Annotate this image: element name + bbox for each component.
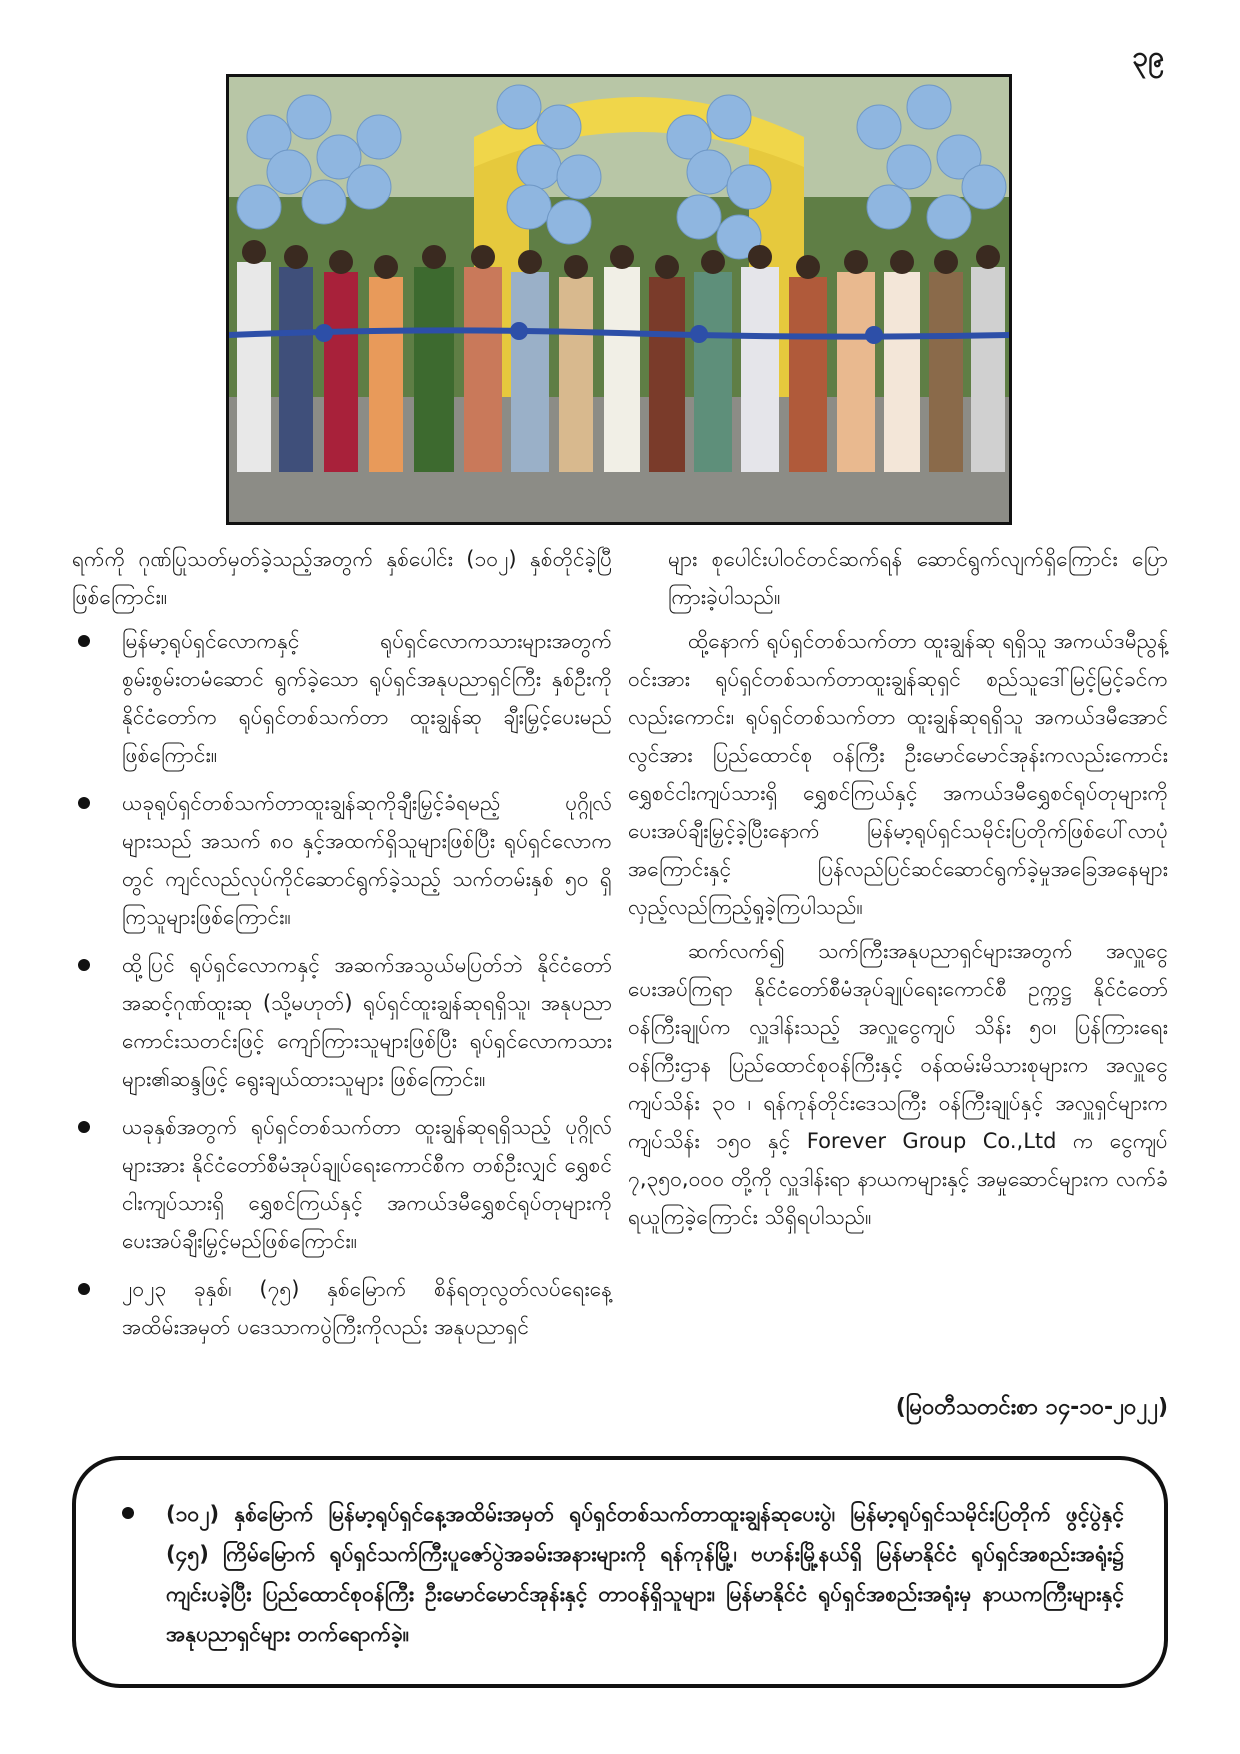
bullet-icon (78, 1121, 90, 1133)
group-of-people (237, 240, 1005, 472)
source-credit: (မြဝတီသတင်းစာ ၁၄-၁၀-၂၀၂၂) (895, 1395, 1168, 1420)
right-column (628, 540, 1168, 1242)
ribbon-cutting-photo (226, 74, 1012, 525)
summary-item: (၁၀၂) နှစ်မြောက် မြန်မာ့ရုပ်ရှင်နေ့အထိမ်းအမှတ် ရုပ်ရှင်တစ်သက်တာထူးချွန်ဆုပေးပွဲ၊ မြန်မာ့ရုပ်ရှင်သမိုင်းပြတိုက် ဖွင့်ပွဲနှင့် (၄၅) ကြိမ်မြောက် ရုပ်ရှင်သက်ကြီးပူဇော်ပွဲအခမ်းအနားများကို ရန်ကုန်မြို့၊ ဗဟန်းမြို့နယ်ရှိ မြန်မာနိုင်ငံ ရုပ်ရှင်အစည်းအရုံး၌ ကျင်းပခဲ့ပြီး ပြည်ထောင်စုဝန်ကြီး ဦးမောင်မောင်အုန်းနှင့် တာဝန်ရှိသူများ၊ မြန်မာနိုင်ငံ ရုပ်ရှင်အစည်းအရုံးမှ နာယကကြီးများနှင့် အနုပညာရှင်များ တက်ရောက်ခဲ့။ (116, 1494, 1124, 1654)
photo-illustration (229, 77, 1009, 522)
list-item: မြန်မာ့ရုပ်ရှင်လောကနှင့် ရုပ်ရှင်လောကသားများအတွက် စွမ်းစွမ်းတမံဆောင် ရွက်ခဲ့သော ရုပ်ရှင်အနုပညာရှင်ကြီး နှစ်ဦးကို နိုင်ငံတော်က ရုပ်ရှင်တစ်သက်တာ ထူးချွန်ဆု ချီးမြှင့်ပေးမည်ဖြစ်ကြောင်း။ (72, 622, 612, 774)
list-item: ယခုနှစ်အတွက် ရုပ်ရှင်တစ်သက်တာ ထူးချွန်ဆုရရှိသည့် ပုဂ္ဂိုလ်များအား နိုင်ငံတော်စီမံအုပ်ချုပ်ရေးကောင်စီက တစ်ဦးလျှင် ရွှေစင်ငါးကျပ်သားရှိ ရွှေစင်ကြယ်နှင့် အကယ်ဒမီရွှေစင်ရုပ်တုများကို ပေးအပ်ချီးမြှင့်မည်ဖြစ်ကြောင်း။ (72, 1108, 612, 1260)
bullet-icon (78, 797, 90, 809)
bullet-icon (78, 635, 90, 647)
right-paragraph-1: ထို့နောက် ရုပ်ရှင်တစ်သက်တာ ထူးချွန်ဆု ရရှိသူ အကယ်ဒမီညွန့်ဝင်းအား ရုပ်ရှင်တစ်သက်တာထူးချွန်ဆုရှင် စည်သူဒေါ်မြင့်မြင့်ခင်ကလည်းကောင်း၊ ရုပ်ရှင်တစ်သက်တာ ထူးချွန်ဆုရရှိသူ အကယ်ဒမီအောင်လွင်အား ပြည်ထောင်စု ဝန်ကြီး ဦးမောင်မောင်အုန်းကလည်းကောင်း ရွှေစင်ငါးကျပ်သားရှိ ရွှေစင်ကြယ်နှင့် အကယ်ဒမီရွှေစင်ရုပ်တုများကို ပေးအပ်ချီးမြှင့်ခဲ့ပြီးနောက် မြန်မာ့ရုပ်ရှင်သမိုင်းပြတိုက်ဖြစ်ပေါ်လာပုံ အကြောင်းနှင့် ပြန်လည်ပြင်ဆင်ဆောင်ရွက်ခဲ့မှုအခြေအနေများ လှည့်လည်ကြည့်ရှုခဲ့ကြပါသည်။ (628, 629, 1168, 919)
bullet-icon (78, 959, 90, 971)
left-intro-paragraph: ရက်ကို ဂုဏ်ပြုသတ်မှတ်ခဲ့သည့်အတွက် နှစ်ပေါင်း (၁၀၂) နှစ်တိုင်ခဲ့ပြီဖြစ်ကြောင်း။ (72, 547, 612, 609)
bullet-icon (122, 1507, 134, 1519)
right-continuation-paragraph: များ စုပေါင်းပါဝင်တင်ဆက်ရန် ဆောင်ရွက်လျက်ရှိကြောင်း ပြောကြားခဲ့ပါသည်။ (668, 547, 1168, 609)
right-paragraph-2: ဆက်လက်၍ သက်ကြီးအနုပညာရှင်များအတွက် အလှူငွေပေးအပ်ကြရာ နိုင်ငံတော်စီမံအုပ်ချုပ်ရေးကောင်စီ ဥက္ကဋ္ဌ နိုင်ငံတော်ဝန်ကြီးချုပ်က လှူဒါန်းသည့် အလှူငွေကျပ် သိန်း ၅၀၊ ပြန်ကြားရေးဝန်ကြီးဌာန ပြည်ထောင်စုဝန်ကြီးနှင့် ဝန်ထမ်းမိသားစုများက အလှူငွေကျပ်သိန်း ၃၀ ၊ ရန်ကုန်တိုင်းဒေသကြီး ဝန်ကြီးချုပ်နှင့် အလှူရှင်များက ကျပ်သိန်း ၁၅၀ နှင့် Forever Group Co.,Ltd က ငွေကျပ် ၇,၃၅၀,၀၀၀ တို့ကို လှူဒါန်းရာ နာယကများနှင့် အမှုဆောင်များက လက်ခံရယူကြခဲ့ကြောင်း သိရှိရပါသည်။ (628, 939, 1168, 1229)
summary-box (72, 1456, 1168, 1688)
page-number: ၃၉ (1132, 40, 1164, 73)
list-item: ထို့ပြင် ရုပ်ရှင်လောကနှင့် အဆက်အသွယ်မပြတ်ဘဲ နိုင်ငံတော်အဆင့်ဂုဏ်ထူးဆု (သို့မဟုတ်) ရုပ်ရှင်ထူးချွန်ဆုရရှိသူ၊ အနုပညာကောင်းသတင်းဖြင့် ကျော်ကြားသူများဖြစ်ပြီး ရုပ်ရှင်လောကသားများ၏ဆန္ဒဖြင့် ရွေးချယ်ထားသူများ ဖြစ်ကြောင်း။ (72, 946, 612, 1098)
list-item: ၂၀၂၃ ခုနှစ်၊ (၇၅) နှစ်မြောက် စိန်ရတုလွတ်လပ်ရေးနေ့ အထိမ်းအမှတ် ပဒေသာကပွဲကြီးကိုလည်း အနုပညာရှင် (72, 1270, 612, 1346)
list-item: ယခုရုပ်ရှင်တစ်သက်တာထူးချွန်ဆုကိုချီးမြှင့်ခံရမည့် ပုဂ္ဂိုလ်များသည် အသက် ၈၀ နှင့်အထက်ရှိသူများဖြစ်ပြီး ရုပ်ရှင်လောကတွင် ကျင်လည်လုပ်ကိုင်ဆောင်ရွက်ခဲ့သည့် သက်တမ်းနှစ် ၅၀ ရှိကြသူများဖြစ်ကြောင်း။ (72, 784, 612, 936)
left-column (72, 540, 612, 1356)
bullet-icon (78, 1283, 90, 1295)
